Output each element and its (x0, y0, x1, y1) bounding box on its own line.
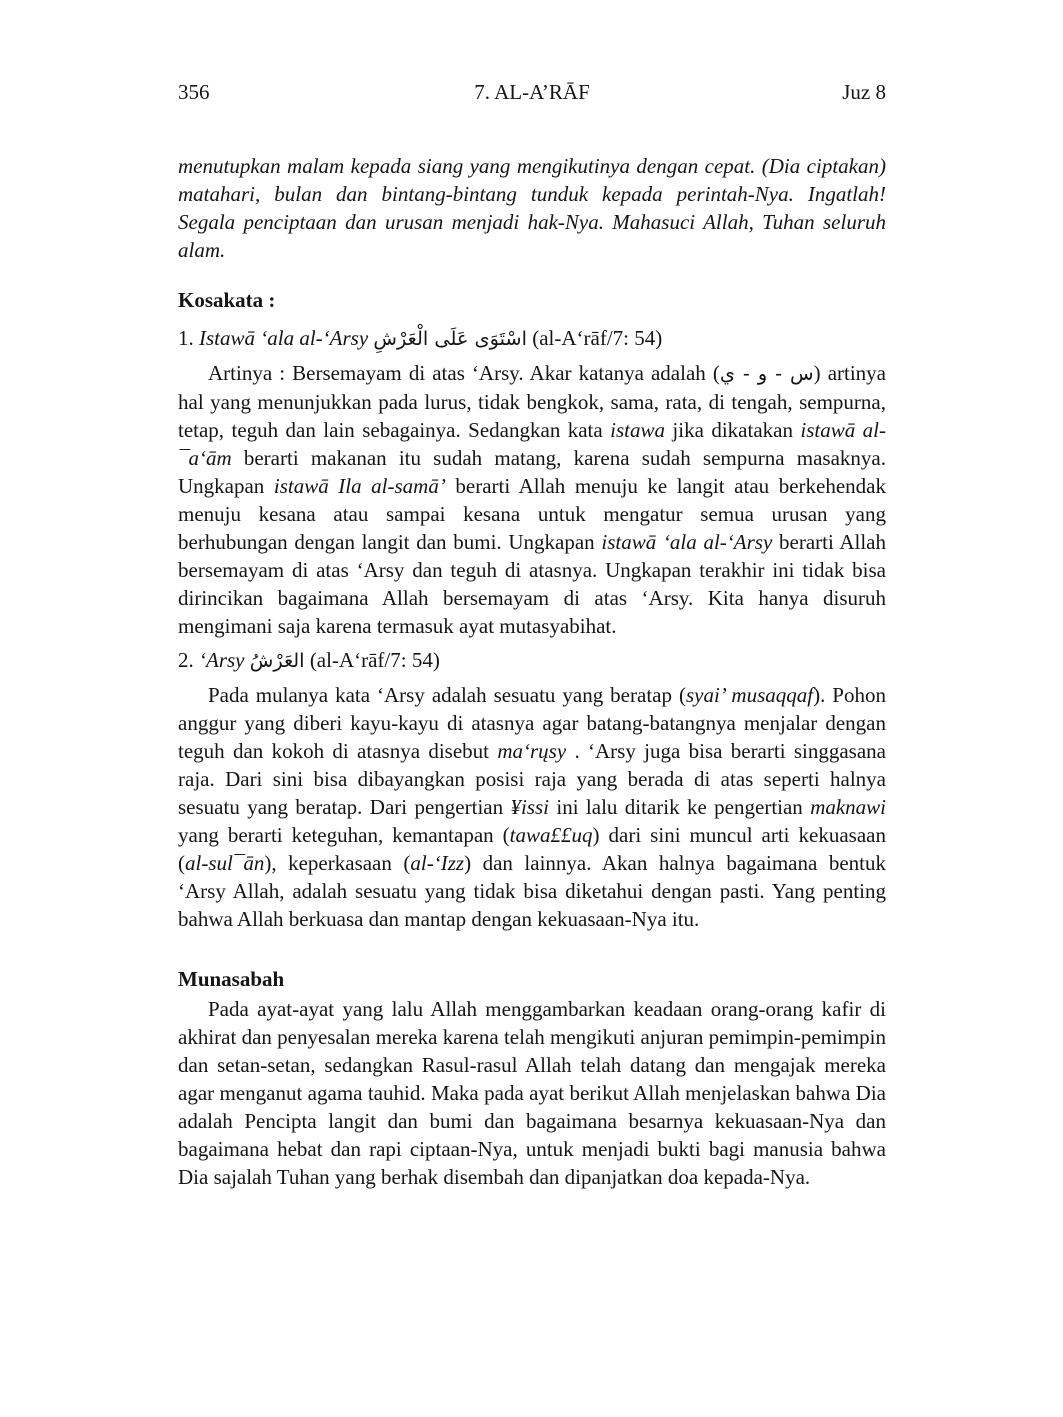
text-run: . ‘Arsy juga bisa berarti singgasana raja. Dari sini bisa dibayangkan posisi raja yang berada di atas seperti halnya sesuatu yang beratap. Dari pengertian (178, 739, 886, 819)
italic-term: istawā Ila al-samā’ (273, 474, 446, 498)
kosakata-entry-2 (178, 646, 886, 675)
text-run: jika dikatakan (665, 418, 801, 442)
arabic-text: العَرْشُ (249, 649, 305, 672)
entry-2-paragraph (178, 681, 886, 933)
chapter-title: 7. AL-A’RĀF (474, 80, 590, 104)
kosakata-heading: Kosakata : (178, 288, 276, 312)
italic-term: istawa (610, 418, 665, 442)
arabic-text: س - و - ي (719, 362, 814, 385)
italic-term: ¥issi (510, 795, 550, 819)
italic-term: syai’ musaqqaf (685, 683, 814, 707)
text-run: berarti Allah menuju ke langit atau berkehendak menuju kesana atau sampai kesana untuk mengatur semua urusan yang berhubungan dengan langit dan bumi. Ungkapan (178, 474, 886, 554)
italic-term: tawa££uq (509, 823, 593, 847)
text-run: yang berarti keteguhan, kemantapan ( (178, 823, 510, 847)
arabic-text: اسْتَوَى عَلَى الْعَرْشِ (373, 327, 527, 350)
entry-number: 2. (178, 648, 199, 672)
text-run: ), keperkasaan ( (264, 851, 411, 875)
entry-reference: (al-A‘rāf/7: 54) (304, 648, 440, 672)
kosakata-entry-1 (178, 324, 886, 353)
munasabah-paragraph: Pada ayat-ayat yang lalu Allah menggambarkan keadaan orang-orang kafir di akhirat dan penyesalan mereka karena telah mengikuti anjuran pemimpin-pemimpin dan setan-setan, sedangkan Rasul-rasul Allah telah datang dan mengajak mereka agar menganut agama tauhid. Maka pada ayat berikut Allah menjelaskan bahwa Dia adalah Pencipta langit dan bumi dan bagaimana besarnya kekuasaan-Nya dan bagaimana hebat dan rapi ciptaan-Nya, untuk menjadi bukti bagi manusia bahwa Dia sajalah Tuhan yang berhak disembah dan dipanjatkan doa kepada-Nya. (178, 997, 886, 1189)
italic-term: al-sul¯ān (185, 851, 265, 875)
text-run: Artinya : Bersemayam di atas ‘Arsy. Akar katanya adalah ( (208, 361, 720, 385)
entry-reference: (al-A‘rāf/7: 54) (526, 326, 663, 350)
text-run: berarti Allah bersemayam di atas ‘Arsy dan teguh di atasnya. Ungkapan terakhir ini tidak bisa dirincikan bagaimana Allah bersemayam di atas ‘Arsy. Kita hanya disuruh mengimani saja karena termasuk ayat mutasyabihat. (178, 530, 886, 638)
italic-term: istawā ‘ala al-‘Arsy (601, 530, 773, 554)
italic-term: ma‘rųsy (497, 739, 567, 763)
text-run: ) artinya hal yang menunjukkan pada lurus, tidak bengkok, sama, rata, di tengah, sempurna, tetap, teguh dan lain sebagainya. Sedangkan kata (178, 361, 887, 442)
text-run: ini lalu ditarik ke pengertian (549, 795, 811, 819)
page-number: 356 (178, 80, 210, 104)
entry-number: 1. (178, 326, 199, 350)
page-header (178, 78, 886, 106)
text-run: ). Pohon anggur yang diberi kayu-kayu di atasnya agar batang-batangnya menjalar dengan teguh dan kokoh di atasnya disebut (178, 683, 886, 763)
text-run: berarti makanan itu sudah matang, karena sudah sempurna masaknya. Ungkapan (178, 446, 886, 498)
juz-label: Juz 8 (842, 80, 886, 104)
italic-term: istawā al-¯a‘ām (178, 418, 886, 470)
munasabah-heading: Munasabah (178, 967, 285, 991)
italic-term: al-‘Izz (410, 851, 465, 875)
entry-term: Istawā ‘ala al-‘Arsy (199, 326, 374, 350)
italic-term: maknawi (810, 795, 887, 819)
text-run: ) dari sini muncul arti kekuasaan ( (178, 823, 886, 875)
text-run: Pada mulanya kata ‘Arsy adalah sesuatu yang beratap ( (208, 683, 686, 707)
entry-term: ‘Arsy (199, 648, 250, 672)
text-run: ) dan lainnya. Akan halnya bagaimana bentuk ‘Arsy Allah, adalah sesuatu yang tidak bisa diketahui dengan pasti. Yang penting bahwa Allah berkuasa dan mantap dengan kekuasaan-Nya itu. (178, 851, 886, 931)
continuation-paragraph: menutupkan malam kepada siang yang mengikutinya dengan cepat. (Dia ciptakan) matahari, bulan dan bintang-bintang tunduk kepada perintah-Nya. Ingatlah! Segala penciptaan dan urusan menjadi hak-Nya. Mahasuci Allah, Tuhan seluruh alam. (178, 154, 886, 262)
entry-1-paragraph (178, 359, 886, 640)
